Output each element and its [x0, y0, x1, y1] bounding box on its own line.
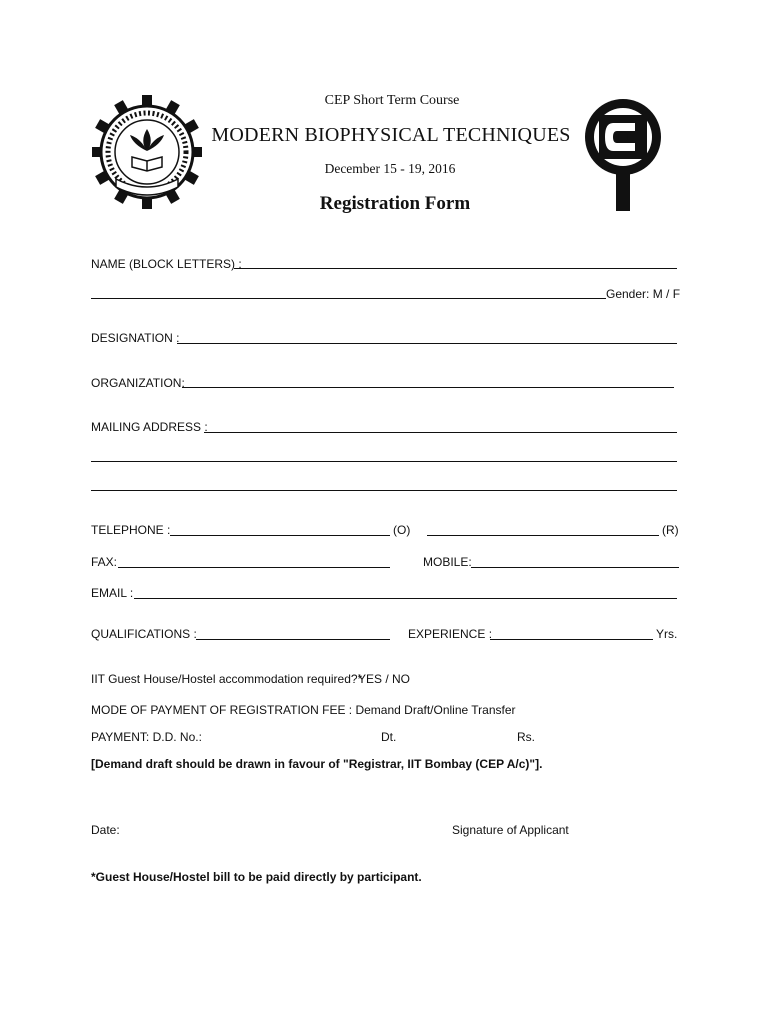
- name-input[interactable]: [234, 268, 677, 269]
- mailing-address-input-3[interactable]: [91, 490, 677, 491]
- organization-label: ORGANIZATION:: [91, 376, 185, 390]
- qualifications-label: QUALIFICATIONS :: [91, 627, 197, 641]
- name-input-line2[interactable]: [91, 298, 606, 299]
- telephone-residence-label: (R): [662, 523, 679, 537]
- mailing-address-label: MAILING ADDRESS :: [91, 420, 208, 434]
- payment-dt-label: Dt.: [381, 730, 397, 744]
- mobile-label: MOBILE:: [423, 555, 472, 569]
- fax-input[interactable]: [118, 567, 390, 568]
- designation-label: DESIGNATION :: [91, 331, 180, 345]
- payment-mode: MODE OF PAYMENT OF REGISTRATION FEE : Demand Draft/Online Transfer: [91, 703, 516, 717]
- course-dates: December 15 - 19, 2016: [324, 161, 456, 176]
- years-label: Yrs.: [656, 627, 678, 641]
- course-title: MODERN BIOPHYSICAL TECHNIQUES: [211, 124, 571, 146]
- telephone-label: TELEPHONE :: [91, 523, 171, 537]
- experience-label: EXPERIENCE :: [408, 627, 493, 641]
- date-label: Date:: [91, 823, 120, 837]
- payment-rs-label: Rs.: [517, 730, 535, 744]
- name-label: NAME (BLOCK LETTERS) :: [91, 257, 242, 271]
- mailing-address-input-1[interactable]: [204, 432, 677, 433]
- form-title: Registration Form: [319, 193, 471, 214]
- designation-input[interactable]: [177, 343, 677, 344]
- accommodation-options[interactable]: YES / NO: [358, 672, 411, 686]
- email-label: EMAIL :: [91, 586, 134, 600]
- telephone-office-input[interactable]: [170, 535, 390, 536]
- email-input[interactable]: [134, 598, 677, 599]
- telephone-office-label: (O): [393, 523, 411, 537]
- organization-input[interactable]: [182, 387, 674, 388]
- guest-house-footnote: *Guest House/Hostel bill to be paid directly by participant.: [91, 870, 422, 884]
- accommodation-question: IIT Guest House/Hostel accommodation required?*: [91, 672, 363, 686]
- mobile-input[interactable]: [471, 567, 679, 568]
- experience-input[interactable]: [490, 639, 653, 640]
- gender-label: Gender: M / F: [606, 287, 681, 301]
- course-type: CEP Short Term Course: [324, 93, 460, 108]
- mailing-address-input-2[interactable]: [91, 461, 677, 462]
- demand-draft-note: [Demand draft should be drawn in favour of "Registrar, IIT Bombay (CEP A/c)"].: [91, 757, 543, 771]
- telephone-residence-input[interactable]: [427, 535, 659, 536]
- fax-label: FAX:: [91, 555, 118, 569]
- payment-dd-label: PAYMENT: D.D. No.:: [91, 730, 202, 744]
- qualifications-input[interactable]: [196, 639, 390, 640]
- signature-label: Signature of Applicant: [452, 823, 569, 837]
